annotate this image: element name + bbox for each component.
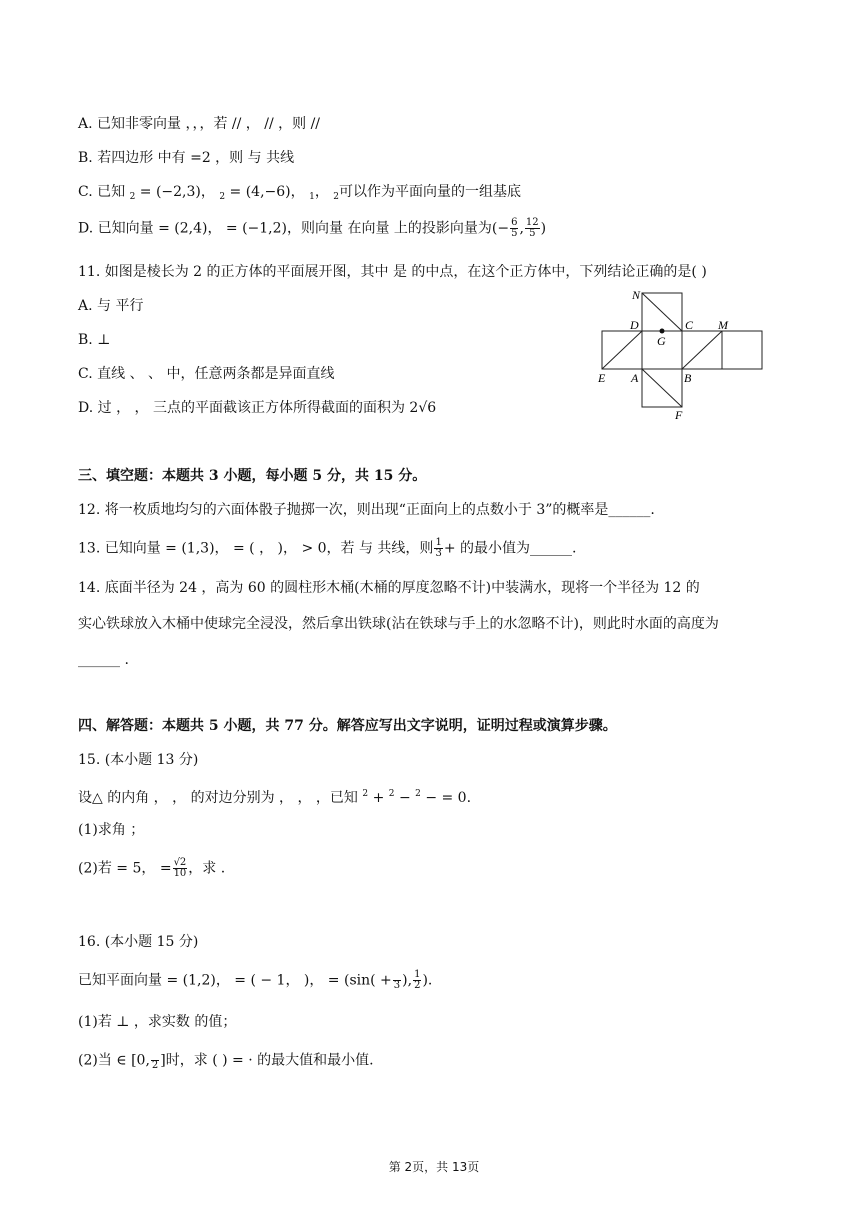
diagonal-mb (682, 331, 722, 369)
text: ，求 . (188, 860, 226, 877)
q16-title: 16. (本小题 15 分) (78, 934, 199, 950)
text: ) (540, 220, 547, 237)
denominator: 3 (393, 980, 401, 991)
page-footer: 第 2页，共 13页 (388, 1160, 480, 1174)
q12-stem: 12. 将一枚质地均匀的六面体骰子抛掷一次，则出现“正面向上的点数小于 3”的概率是______. (78, 502, 655, 518)
fraction (510, 218, 518, 239)
superscript: 2 (388, 789, 395, 799)
cube-net-figure (590, 285, 775, 425)
fraction (151, 1050, 159, 1071)
label-e: E (598, 371, 606, 385)
numerator: 6 (511, 217, 518, 228)
numerator: 12 (525, 217, 539, 228)
diagonal-de (602, 331, 642, 369)
superscript: 2 (362, 789, 369, 799)
text: ). (422, 972, 433, 989)
label-d: D (630, 318, 639, 332)
label-m: M (718, 318, 728, 332)
q11-option-d: D. 过 ， ， 三点的平面截该正方体所得截面的面积为 2√6 (78, 400, 437, 416)
text: 13. 已知向量 = (1,3)， = ( ， )， > 0，若 与 共线，则 (78, 540, 434, 557)
numerator: √2 (173, 857, 187, 868)
denominator: 3 (435, 548, 442, 559)
text: ), (402, 972, 413, 989)
subscript: 2 (333, 192, 339, 202)
q14-line-1: 14. 底面半径为 24 ，高为 60 的圆柱形木桶(木桶的厚度忽略不计)中装满水，现将一个半径为 12 的 (78, 580, 700, 596)
fraction (525, 218, 540, 239)
denominator: 5 (529, 228, 536, 239)
label-g: G (657, 334, 666, 348)
diagonal-af (642, 369, 682, 407)
subscript: 2 (129, 192, 136, 202)
denominator: 5 (511, 228, 518, 239)
label-b: B (684, 371, 692, 385)
q10-option-d (78, 218, 546, 239)
subscript: 1 (309, 192, 315, 202)
text: 可以作为平面向量的一组基底 (339, 184, 521, 200)
q15-part-2 (78, 858, 225, 879)
text: (2)若 = 5， = (78, 860, 172, 877)
text: + (372, 790, 385, 806)
fraction (393, 970, 401, 991)
numerator: 1 (435, 537, 442, 548)
label-n: N (632, 288, 641, 302)
superscript: 2 (415, 789, 421, 799)
section4-heading: 四、解答题：本题共 5 小题，共 77 分。解答应写出文字说明，证明过程或演算步骤。 (78, 718, 617, 734)
q15-stem (78, 784, 471, 808)
q15-title: 15. (本小题 13 分) (78, 752, 199, 768)
denominator: 2 (414, 980, 421, 991)
text: 设△ 的内角 ， ， 的对边分别为 ， ， ，已知 (78, 790, 358, 806)
text: C. 已知 (78, 184, 126, 200)
q11-option-c: C. 直线 、 、 中，任意两条都是异面直线 (78, 366, 335, 382)
q10-option-c (78, 182, 521, 207)
label-a: A (631, 371, 639, 385)
text: = (4,−6)， (229, 184, 305, 200)
text: (2)当 ∈ [0, (78, 1052, 150, 1069)
q11-stem: 11. 如图是棱长为 2 的正方体的平面展开图，其中 是 的中点，在这个正方体中，下列结论正确的是( ) (78, 264, 707, 280)
q11-option-a: A. 与 平行 (78, 298, 144, 314)
net-square-right2 (722, 331, 762, 369)
text: − (398, 790, 411, 806)
text: + 的最小值为______. (443, 540, 577, 557)
denominator: 2 (151, 1060, 159, 1071)
section3-heading: 三、填空题：本题共 3 小题，每小题 5 分，共 15 分。 (78, 468, 427, 484)
fraction (173, 858, 188, 879)
q16-part-1: (1)若 ⊥ ，求实数 的值； (78, 1014, 237, 1030)
text: = (−2,3)， (139, 184, 215, 200)
text: − = 0. (425, 790, 472, 806)
fraction (434, 538, 442, 559)
q10-option-b: B. 若四边形 中有 =2 ，则 与 共线 (78, 150, 295, 166)
fraction (413, 970, 421, 991)
diagonal-nc (642, 293, 682, 331)
q16-part-2 (78, 1050, 374, 1071)
q10-option-a: A. 已知非零向量 ，，，若 // ， // ，则 // (78, 116, 321, 132)
q14-line-2: 实心铁球放入木桶中使球完全浸没，然后拿出铁球(沾在铁球与手上的水忽略不计)，则此时水面的高度为 (78, 616, 719, 632)
text: , (519, 220, 524, 237)
q15-part-1: (1)求角 ； (78, 822, 145, 838)
text: 已知平面向量 = (1,2)， = ( − 1， )， = (sin( + (78, 972, 392, 989)
label-c: C (685, 318, 694, 332)
q11-option-b: B. ⊥ (78, 332, 111, 348)
text: ， (314, 184, 329, 200)
numerator: 1 (414, 969, 421, 980)
q14-line-3: ______ . (78, 652, 129, 668)
denominator: 10 (173, 868, 187, 879)
q16-stem (78, 970, 432, 991)
point-g (660, 329, 665, 334)
text: D. 已知向量 = (2,4)， = (−1,2)，则向量 在向量 上的投影向量为(− (78, 220, 510, 237)
q13-stem (78, 538, 576, 559)
label-f: F (675, 408, 683, 422)
text: ]时，求 ( ) = · 的最大值和最小值. (160, 1052, 374, 1069)
subscript: 2 (219, 192, 226, 202)
